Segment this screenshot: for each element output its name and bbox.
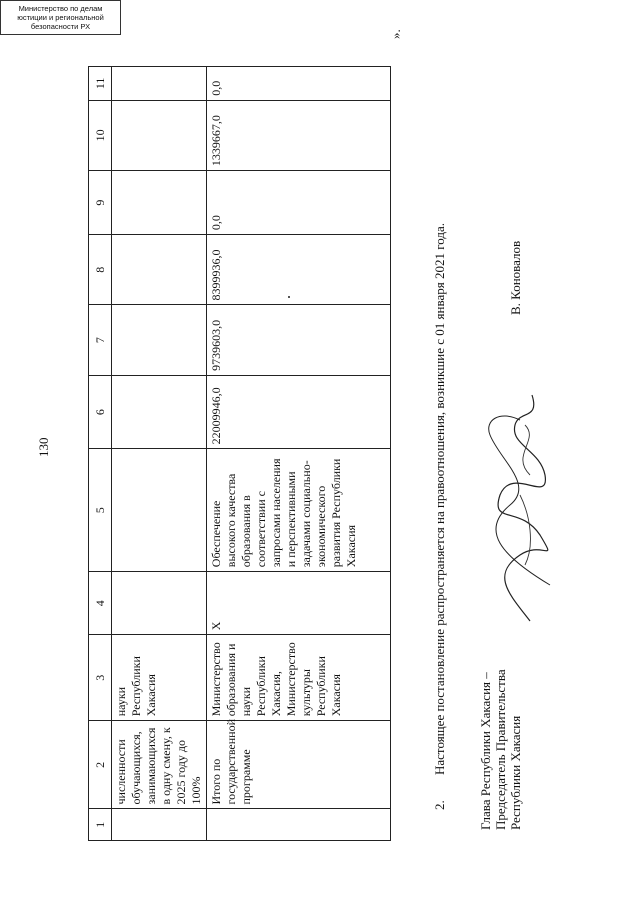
table-cell	[112, 449, 207, 572]
stamp-line: Министерство по делам	[18, 4, 103, 13]
signatory-title	[478, 669, 523, 830]
column-number-row	[89, 67, 112, 841]
table-cell: Обеспечение высокого качества образования в соответствии с запросами населения и перспективными задачами социально-экономического развития Республики Хакасия	[207, 449, 391, 572]
table-row	[112, 67, 207, 841]
table-cell: 0,0	[207, 67, 391, 101]
table-cell	[112, 809, 207, 841]
scan-speck	[288, 296, 290, 298]
table-cell	[112, 572, 207, 635]
column-header: 1	[89, 809, 112, 841]
program-table	[88, 66, 391, 841]
stamp-line: юстиции и региональной	[17, 13, 104, 22]
signatory-title-line: Председатель Правительства	[493, 669, 508, 830]
table-cell: 9739603,0	[207, 305, 391, 375]
column-header: 10	[89, 100, 112, 170]
table-cell	[112, 375, 207, 449]
table-cell	[112, 305, 207, 375]
signer-name: В. Коновалов	[508, 240, 523, 315]
clause-number: 2.	[432, 800, 447, 810]
page-number: 130	[36, 437, 51, 457]
clause-2	[432, 223, 448, 810]
column-header: 4	[89, 572, 112, 635]
table-cell: Министерство образования и науки Республики Хакасия, Министерство культуры Республики Хакасия	[207, 635, 391, 721]
table-cell	[112, 100, 207, 170]
table-cell	[112, 171, 207, 235]
table-row	[207, 67, 391, 841]
table-cell: численности обучающихся, занимающихся в одну смену, к 2025 году до 100%	[112, 721, 207, 809]
stamp-line: безопасности РХ	[30, 22, 91, 31]
column-header: 6	[89, 375, 112, 449]
table-cell: 0,0	[207, 171, 391, 235]
column-header: 2	[89, 721, 112, 809]
table-cell: 8399936,0	[207, 235, 391, 305]
table-cell: Итого по государственной программе	[207, 721, 391, 809]
clause-text: Настоящее постановление распространяется на правоотношения, возникшие с 01 января 2021 года.	[432, 223, 447, 775]
table-cell	[112, 67, 207, 101]
closing-quote: ».	[388, 29, 403, 39]
table-cell: науки Республики Хакасия	[112, 635, 207, 721]
table-cell: 22009946,0	[207, 375, 391, 449]
column-header: 8	[89, 235, 112, 305]
signatory-title-line: Глава Республики Хакасия –	[478, 672, 493, 830]
signatory-title-line: Республики Хакасия	[508, 715, 523, 830]
column-header: 5	[89, 449, 112, 572]
column-header: 9	[89, 171, 112, 235]
table-cell	[112, 235, 207, 305]
table-cell: 1339667,0	[207, 100, 391, 170]
table-cell	[207, 809, 391, 841]
column-header: 7	[89, 305, 112, 375]
column-header: 11	[89, 67, 112, 101]
column-header: 3	[89, 635, 112, 721]
handwritten-signature	[470, 385, 565, 625]
table-cell: Х	[207, 572, 391, 635]
